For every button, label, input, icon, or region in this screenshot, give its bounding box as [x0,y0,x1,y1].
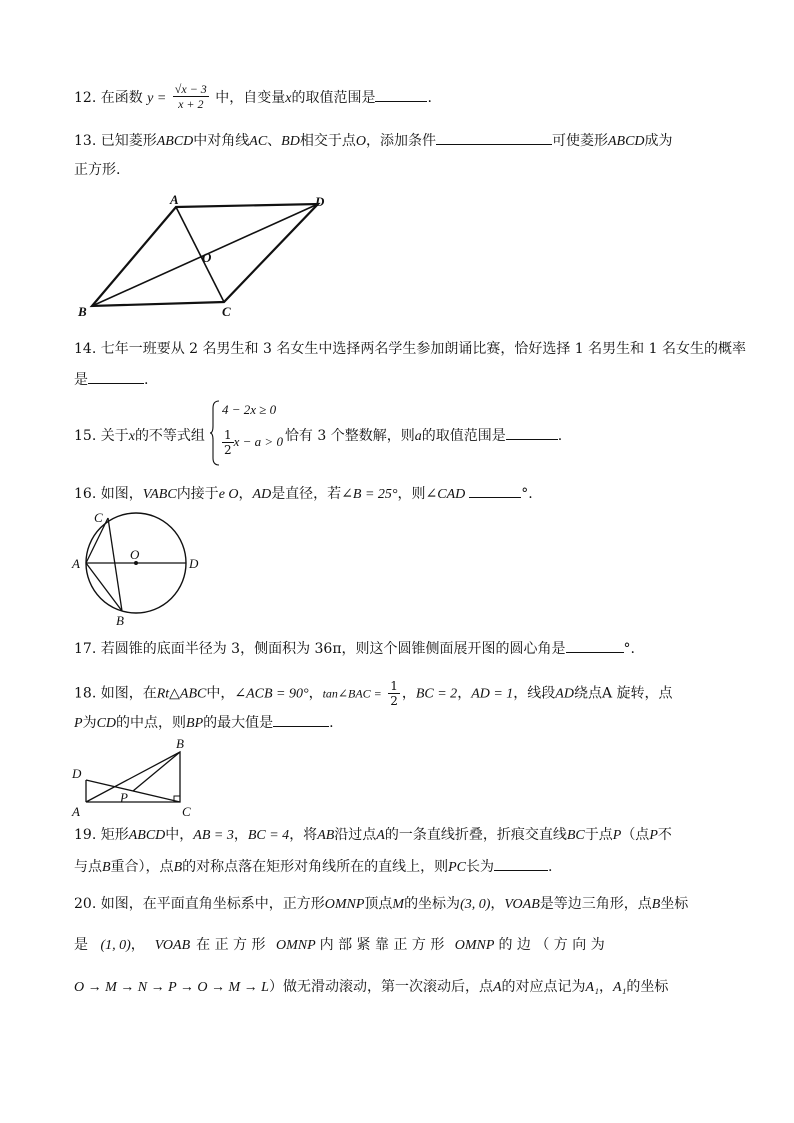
question-number: 19. [74,827,97,843]
triangle-abc [86,752,180,802]
question-12: 12. 在函数 y = $\frac{√x - 3}{x + 2}$ 中，自变量x的取值范围是 . [74,82,432,111]
label-a: A [170,192,179,207]
answer-blank[interactable] [469,483,521,498]
figure-rhombus [72,192,334,322]
label-b: B [116,613,124,628]
question-14-line2: 是 . [74,369,148,390]
answer-blank[interactable] [273,712,329,727]
answer-blank[interactable] [88,369,144,384]
fraction: $\frac{√x - 3}{x + 2}$ [174,82,207,111]
label-a: A [72,804,80,819]
answer-blank[interactable] [506,425,558,440]
question-20: 20. 如图，在平面直角坐标系中，正方形OMNP顶点M的坐标为(3, 0)，VOAB是等边三角形，点B坐标 [74,896,689,912]
question-13-line2: 正方形. [74,162,121,178]
left-brace-icon [210,400,220,466]
question-number: 15. [74,428,97,444]
label-c: C [182,804,191,819]
label-b: B [78,304,87,319]
label-c: C [94,510,103,525]
question-20-line3: O → M → N → P → O → M → L）做无滑动滚动，第一次滚动后，点A的对应点记为A₁，A₁的坐标 [74,979,669,995]
diagonal-ac [176,207,224,302]
label-a: A [72,556,80,571]
label-b: B [176,736,184,751]
question-20-line2: 是 (1, 0)， VOAB 在 正 方 形 OMNP 内 部 紧 靠 正 方 形 OMNP 的 边 （ 方 向 为 [74,937,605,953]
question-number: 14. [74,341,97,357]
question-number: 18. [74,685,97,702]
question-18-line2: P为CD的中点，则BP的最大值是 . [74,712,334,734]
answer-blank[interactable] [436,130,552,145]
question-16: 16. 如图，VABC内接于e O，AD是直径，若∠B = 25°，则∠CAD °. [74,483,533,505]
question-13: 13. 已知菱形ABCD中对角线AC、BD相交于点O，添加条件 可使菱形ABCD成为 [74,130,673,152]
question-number: 17. [74,641,97,657]
label-c: C [222,304,231,319]
label-d: D [315,194,325,209]
segment-bp [133,752,180,791]
question-number: 12. [74,90,97,106]
question-number: 13. [74,133,97,149]
answer-blank[interactable] [375,87,427,102]
label-o: O [202,250,212,265]
label-p: P [120,790,128,805]
question-17: 17. 若圆锥的底面半径为 3，侧面积为 36π，则这个圆锥侧面展开图的圆心角是 °. [74,638,635,659]
question-19: 19. 矩形ABCD中，AB = 3，BC = 4，将AB沿过点A的一条直线折叠，折痕交直线BC于点P（点P不 [74,827,672,843]
question-number: 16. [74,486,97,502]
answer-blank[interactable] [494,856,548,871]
question-15: 15. 关于x的不等式组 恰有 3 个整数解，则a的取值范围是 . [74,425,562,447]
question-18: 18. 如图，在Rt△ABC中，∠ACB = 90°，tan∠BAC = $\frac{1}{2}$ ，BC = 2，AD = 1，线段AD绕点A 旋转，点 [74,679,673,708]
question-14: 14. 七年一班要从 2 名男生和 3 名女生中选择两名学生参加朗诵比赛，恰好选择 1 名男生和 1 名女生的概率 [74,341,746,357]
answer-blank[interactable] [566,638,624,653]
question-19-line2: 与点B重合），点B的对称点落在矩形对角线所在的直线上，则PC长为 . [74,856,552,878]
label-o: O [130,547,140,562]
label-d: D [189,556,199,571]
question-number: 20. [74,896,97,912]
chord-cb [108,518,122,611]
figure-right-triangle [70,736,200,820]
figure-circle [70,508,210,630]
inequality-2: $\frac{1}{2}$ x − a > 0 [224,428,283,457]
fraction: $\frac{1}{2}$ [390,679,398,708]
inequality-1: 4 − 2x ≥ 0 [222,402,277,417]
inequality-system [210,398,288,466]
label-d: D [72,766,82,781]
